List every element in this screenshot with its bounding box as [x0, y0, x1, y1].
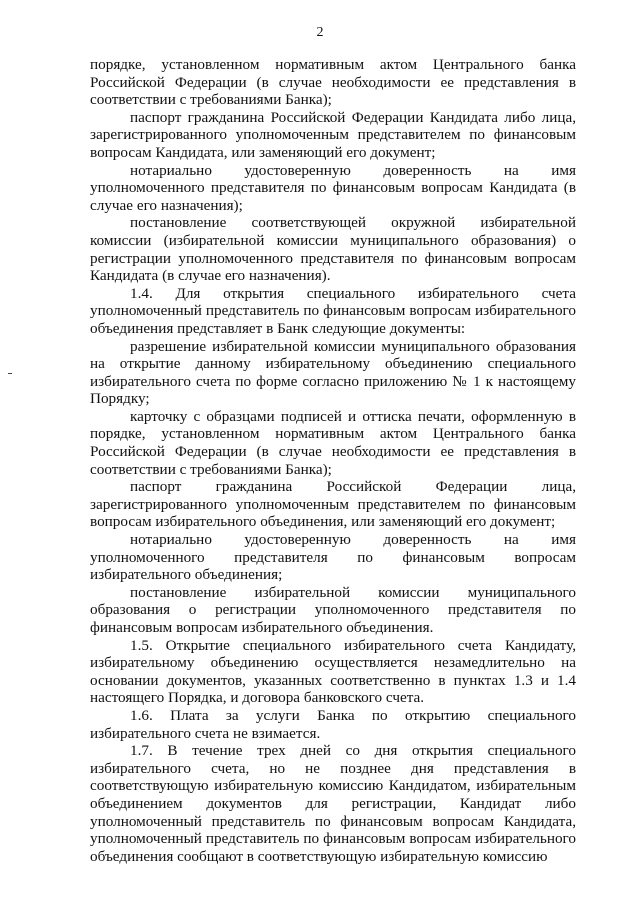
paragraph: нотариально удостоверенную доверенность на имя уполномоченного представителя по финансовым вопросам избирательного объединения;	[90, 531, 576, 584]
paragraph: постановление соответствующей окружной избирательной комиссии (избирательной комиссии муниципального образования) о регистрации уполномоченного представителя по финансовым вопросам Кандидата (в случае его назначения).	[90, 214, 576, 285]
paragraph: паспорт гражданина Российской Федерации Кандидата либо лица, зарегистрированного уполномоченным представителем по финансовым вопросам Кандидата, или заменяющий его документ;	[90, 108, 576, 161]
page-number: 2	[316, 25, 324, 40]
paragraph: постановление избирательной комиссии муниципального образования о регистрации уполномоченного представителя по финансовым вопросам избирательного объединения.	[90, 583, 576, 636]
paragraph-section-1-4: 1.4. Для открытия специального избирательного счета уполномоченный представитель по финансовым вопросам избирательного объединения представляет в Банк следующие документы:	[90, 284, 576, 337]
paragraph-section-1-7: 1.7. В течение трех дней со дня открытия специального избирательного счета, но не позднее дня представления в соответствующую избирательную комиссию Кандидатом, избирательным объединением документов для регистрации, Кандидат либо уполномоченный представитель по финансовым вопросам Кандидата, уполномоченный представитель по финансовым вопросам избирательного объединения сообщают в соответствующую избирательную комиссию	[90, 742, 576, 865]
paragraph: разрешение избирательной комиссии муниципального образования на открытие данному избирательному объединению специального избирательного счета по форме согласно приложению № 1 к настоящему Порядку;	[90, 337, 576, 408]
paragraph-section-1-6: 1.6. Плата за услуги Банка по открытию специального избирательного счета не взимается.	[90, 706, 576, 742]
document-body	[90, 56, 576, 865]
paragraph: порядке, установленном нормативным актом Центрального банка Российской Федерации (в случае необходимости ее представления в соответствии с требованиями Банка);	[90, 56, 576, 109]
margin-mark	[8, 373, 12, 374]
paragraph: паспорт гражданина Российской Федерации лица, зарегистрированного уполномоченным представителем по финансовым вопросам избирательного объединения, или заменяющий его документ;	[90, 478, 576, 531]
paragraph-section-1-5: 1.5. Открытие специального избирательного счета Кандидату, избирательному объединению осуществляется незамедлительно на основании документов, указанных соответственно в пунктах 1.3 и 1.4 настоящего Порядка, и договора банковского счета.	[90, 636, 576, 707]
paragraph: карточку с образцами подписей и оттиска печати, оформленную в порядке, установленном нормативным актом Центрального банка Российской Федерации (в случае необходимости ее представления в соответствии с требованиями Банка);	[90, 407, 576, 478]
paragraph: нотариально удостоверенную доверенность на имя уполномоченного представителя по финансовым вопросам Кандидата (в случае его назначения);	[90, 161, 576, 214]
